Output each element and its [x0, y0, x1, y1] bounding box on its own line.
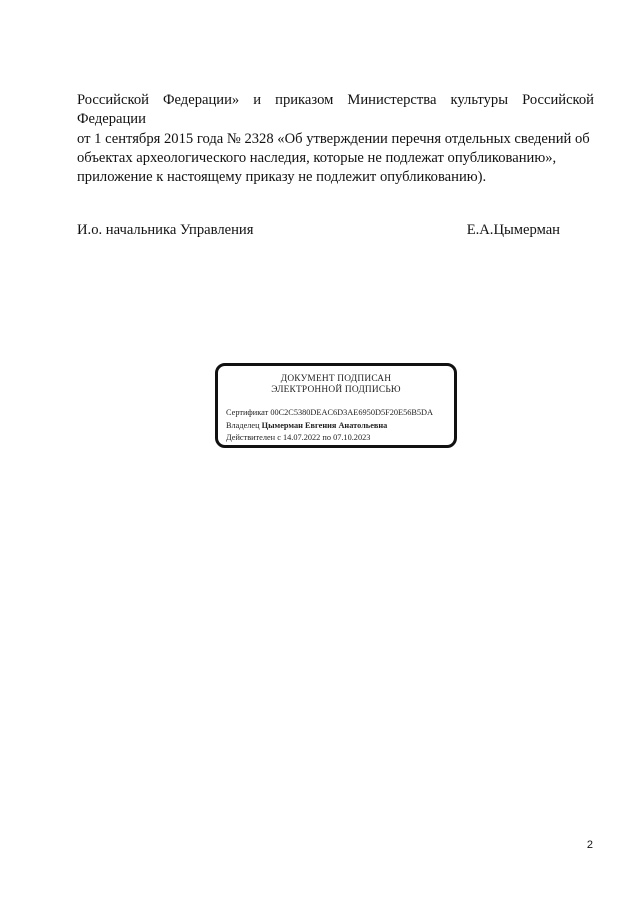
body-line: от 1 сентября 2015 года № 2328 «Об утверждении перечня отдельных сведений об: [77, 130, 590, 147]
body-line: приложение к настоящему приказу не подлежит опубликованию).: [77, 169, 487, 186]
body-line: Российской Федерации» и приказом Министерства культуры Российской Федерации: [77, 92, 594, 128]
certificate-label: Сертификат: [226, 408, 269, 417]
valid-to-date: 07.10.2023: [333, 433, 371, 442]
stamp-title: [218, 374, 454, 396]
signatory-name: Е.А.Цымерман: [466, 222, 560, 238]
body-line: объектах археологического наследия, которые не подлежат опубликованию»,: [77, 149, 557, 166]
stamp-title-line: ДОКУМЕНТ ПОДПИСАН: [280, 374, 392, 384]
valid-from-label: с: [277, 433, 281, 442]
owner-value: Цымерман Евгения Анатольевна: [261, 421, 388, 430]
valid-from-date: 14.07.2022: [282, 433, 321, 442]
signatory-role: И.о. начальника Управления: [77, 222, 254, 238]
page-number: 2: [586, 839, 593, 851]
valid-to-label: по: [322, 433, 331, 442]
certificate-value: 00C2C5380DEAC6D3AE6950D5F20E56B5DA: [270, 408, 434, 417]
stamp-certificate-row: [226, 408, 433, 418]
electronic-signature-stamp: [215, 363, 457, 448]
valid-label: Действителен: [226, 433, 276, 442]
stamp-title-line: ЭЛЕКТРОННОЙ ПОДПИСЬЮ: [271, 385, 401, 395]
body-paragraph: [77, 91, 594, 187]
stamp-owner-row: [226, 421, 387, 431]
stamp-validity-row: [226, 433, 370, 443]
owner-label: Владелец: [226, 421, 260, 430]
